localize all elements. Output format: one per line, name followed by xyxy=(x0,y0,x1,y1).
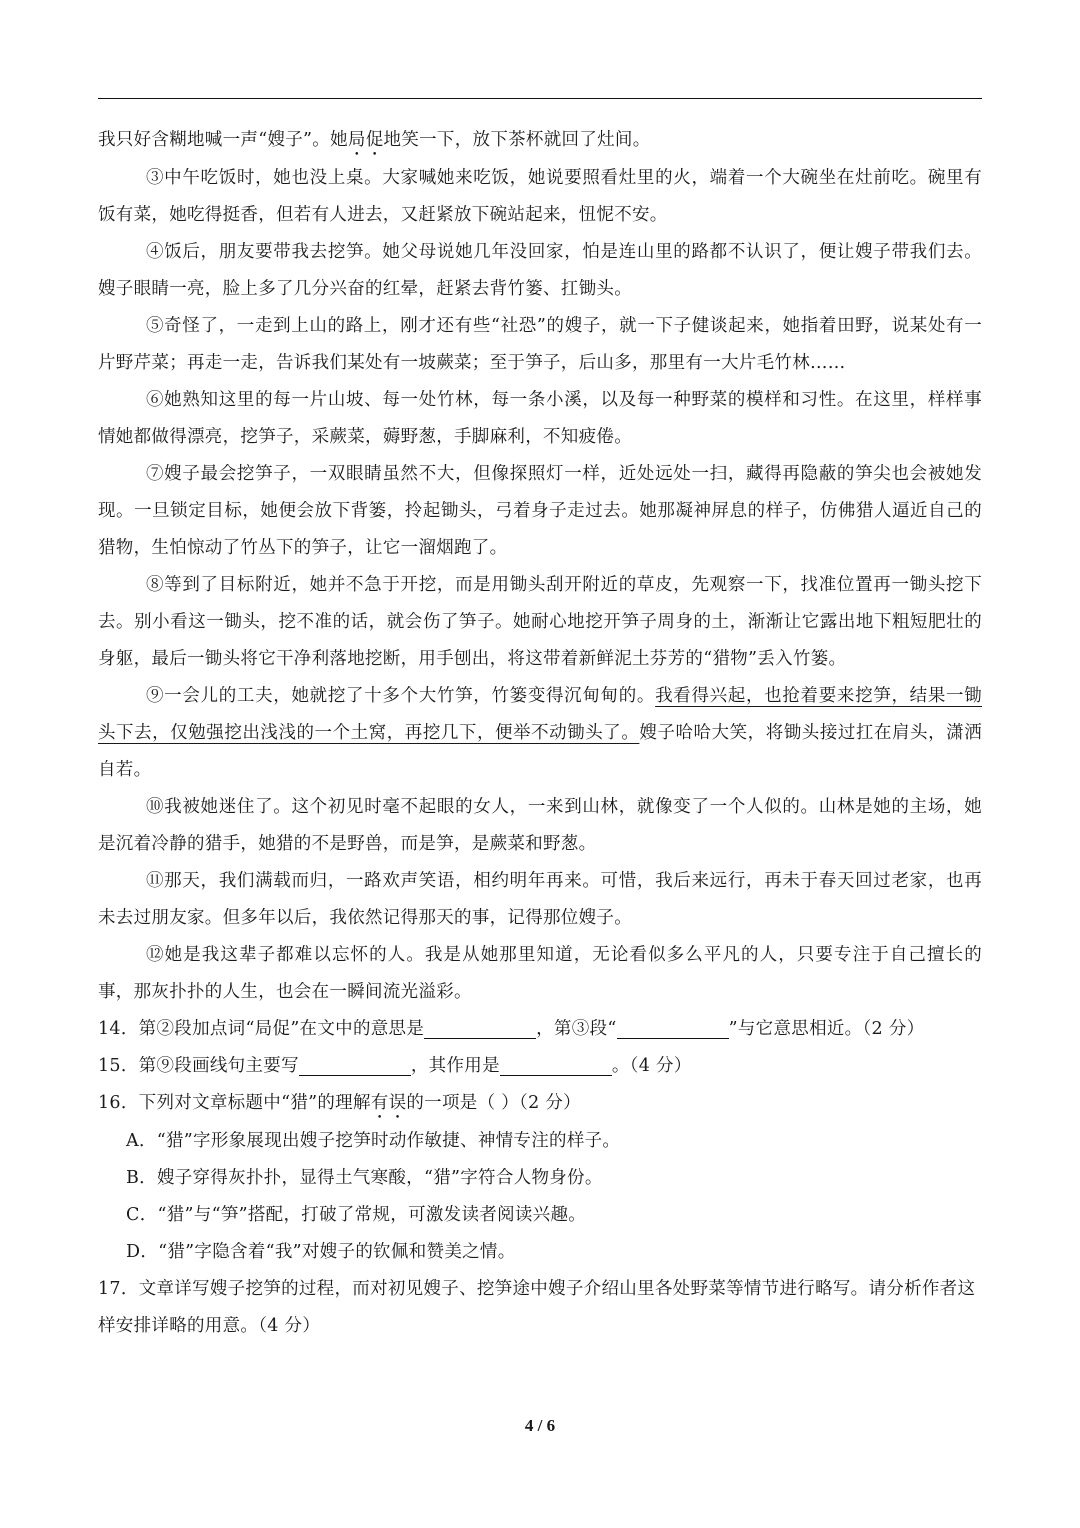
text-span: 地笑一下，放下茶杯就回了灶间。 xyxy=(383,130,651,150)
header-rule xyxy=(98,98,982,99)
paragraph-12: ⑫她是我这辈子都难以忘怀的人。我是从她那里知道，无论看似多么平凡的人，只要专注于自己擅长的事，那灰扑扑的人生，也会在一瞬间流光溢彩。 xyxy=(98,945,982,1002)
answer-blank[interactable] xyxy=(299,1053,411,1076)
continuation-paragraph xyxy=(98,122,982,160)
paragraph-5: ⑤奇怪了，一走到上山的路上，刚才还有些“社恐”的嫂子，就一下子健谈起来，她指着田野，说某处有一片野芹菜；再走一走，告诉我们某处有一坡蕨菜；至于笋子，后山多，那里有一大片毛竹林…… xyxy=(98,316,982,373)
text-span: 15．第⑨段画线句主要写 xyxy=(98,1056,299,1076)
underlined-sentence: 我看得兴起，也抢着要来挖笋，结果一锄头下去，仅勉强挖出浅浅的一个土窝，再挖几下，便举不动锄头了。 xyxy=(98,686,982,743)
answer-blank[interactable] xyxy=(424,1016,536,1039)
paragraph-4: ④饭后，朋友要带我去挖笋。她父母说她几年没回家，怕是连山里的路都不认识了，便让嫂子带我们去。嫂子眼睛一亮，脸上多了几分兴奋的红晕，赶紧去背竹篓、扛锄头。 xyxy=(98,242,982,299)
paragraph-11: ⑪那天，我们满载而归，一路欢声笑语，相约明年再来。可惜，我后来远行，再未于春天回过老家，也再未去过朋友家。但多年以后，我依然记得那天的事，记得那位嫂子。 xyxy=(98,871,982,928)
text-span: 。（4 分） xyxy=(611,1056,692,1076)
text-span: 14．第②段加点词“局促”在文中的意思是 xyxy=(98,1019,425,1039)
page-number: 4 / 6 xyxy=(524,1416,556,1435)
paragraph-7: ⑦嫂子最会挖笋子，一双眼睛虽然不大，但像探照灯一样，近处远处一扫，藏得再隐蔽的笋尖也会被她发现。一旦锁定目标，她便会放下背篓，拎起锄头，弓着身子走过去。她那凝神屏息的样子，仿佛猎人逼近自己的猎物，生怕惊动了竹丛下的笋子，让它一溜烟跑了。 xyxy=(98,464,982,558)
paragraph-6: ⑥她熟知这里的每一片山坡、每一处竹林，每一条小溪，以及每一种野菜的模样和习性。在这里，样样事情她都做得漂亮，挖笋子，采蕨菜，薅野葱，手脚麻利，不知疲倦。 xyxy=(98,390,982,447)
paragraph-8: ⑧等到了目标附近，她并不急于开挖，而是用锄头刮开附近的草皮，先观察一下，找准位置再一锄头挖下去。别小看这一锄头，挖不准的话，就会伤了笋子。她耐心地挖开笋子周身的土，渐渐让它露出地下粗短肥壮的身躯，最后一锄头将它干净利落地挖断，用手刨出，将这带着新鲜泥土芬芳的“猎物”丢入竹篓。 xyxy=(98,575,982,669)
text-span: 16．下列对文章标题中“猎”的理解 xyxy=(98,1093,371,1113)
paragraph-3: ③中午吃饭时，她也没上桌。大家喊她来吃饭，她说要照看灶里的火，端着一个大碗坐在灶前吃。碗里有饭有菜，她吃得挺香，但若有人进去，又赶紧放下碗站起来，忸怩不安。 xyxy=(98,168,982,225)
option-a: A．“猎”字形象展现出嫂子挖笋时动作敏捷、神情专注的样子。 xyxy=(126,1131,621,1151)
question-16 xyxy=(98,1085,982,1123)
question-15 xyxy=(98,1048,982,1085)
dotted-word: 有误 xyxy=(370,1093,407,1113)
text-span: 的一项是（ ）（2 分） xyxy=(406,1093,581,1113)
text-span: 嫂子哈哈大笑，将锄头接过扛在肩头，潇洒自若。 xyxy=(98,723,982,780)
answer-blank[interactable] xyxy=(500,1053,612,1076)
dotted-word: 局促 xyxy=(347,130,384,150)
text-span: ⑨一会儿的工夫，她就挖了十多个大竹笋，竹篓变得沉甸甸的。 xyxy=(146,686,656,706)
text-span: ”与它意思相近。（2 分） xyxy=(728,1019,925,1039)
question-17: 17．文章详写嫂子挖笋的过程，而对初见嫂子、挖笋途中嫂子介绍山里各处野菜等情节进行略写。请分析作者这样安排详略的用意。（4 分） xyxy=(98,1279,976,1336)
text-span: ，其作用是 xyxy=(410,1056,500,1076)
option-c: C．“猎”与“笋”搭配，打破了常规，可激发读者阅读兴趣。 xyxy=(126,1205,587,1225)
paragraph-9 xyxy=(98,678,982,789)
answer-blank[interactable] xyxy=(617,1016,729,1039)
text-span: 我只好含糊地喊一声“嫂子”。她 xyxy=(98,130,348,150)
paragraph-10: ⑩我被她迷住了。这个初见时毫不起眼的女人，一来到山林，就像变了一个人似的。山林是她的主场，她是沉着冷静的猎手，她猎的不是野兽，而是笋，是蕨菜和野葱。 xyxy=(98,797,982,854)
page-body xyxy=(98,122,982,1345)
question-14 xyxy=(98,1011,982,1048)
option-d: D．“猎”字隐含着“我”对嫂子的钦佩和赞美之情。 xyxy=(126,1242,516,1262)
text-span: ，第③段“ xyxy=(536,1019,617,1039)
option-b: B．嫂子穿得灰扑扑，显得土气寒酸，“猎”字符合人物身份。 xyxy=(126,1168,603,1188)
